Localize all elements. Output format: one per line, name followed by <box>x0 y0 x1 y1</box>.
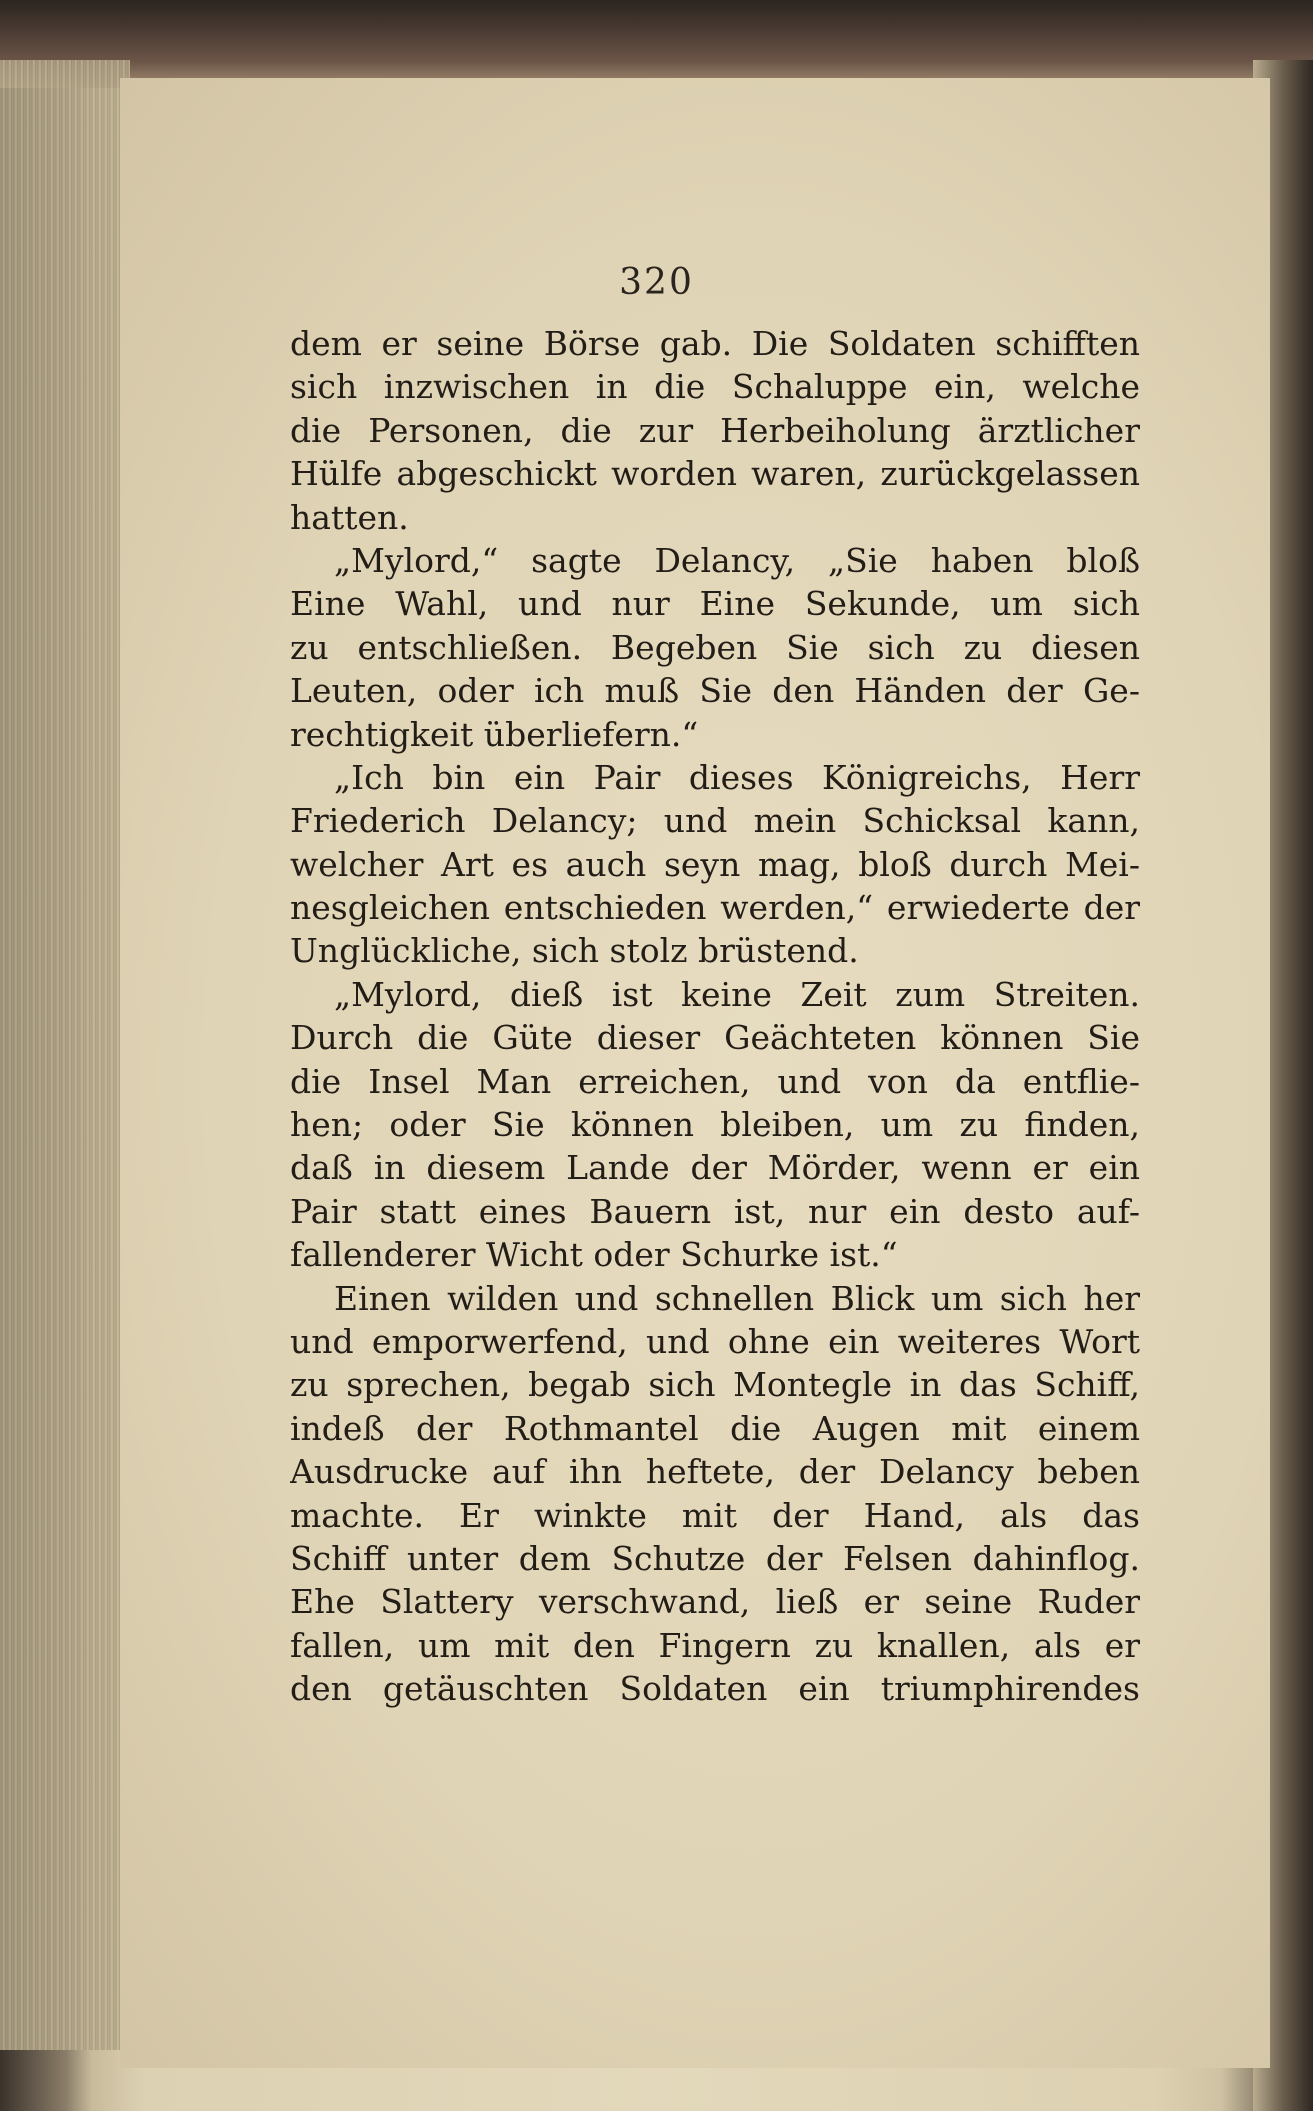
book-binding <box>0 0 1313 88</box>
text-line: Ausdrucke auf ihn heftete, der Delancy beben <box>290 1452 1140 1492</box>
text-line: hatten. <box>290 497 409 537</box>
text-line: „Mylord, dieß ist keine Zeit zum Streiten. <box>334 974 1140 1014</box>
text-line: „Ich bin ein Pair dieses Königreichs, Herr <box>334 757 1140 797</box>
text-line: zu entschließen. Begeben Sie sich zu diesen <box>290 627 1140 667</box>
text-line: nesgleichen entschieden werden,“ erwiederte der <box>290 888 1140 928</box>
text-line: Pair statt eines Bauern ist, nur ein desto auf- <box>290 1191 1140 1231</box>
text-line: zu sprechen, begab sich Montegle in das Schiff, <box>290 1365 1140 1405</box>
text-line: den getäuschten Soldaten ein triumphirendes <box>290 1669 1140 1709</box>
text-line: Schiff unter dem Schutze der Felsen dahinflog. <box>290 1538 1140 1578</box>
text-line: Unglückliche, sich stolz brüstend. <box>290 931 859 971</box>
text-line: Einen wilden und schnellen Blick um sich her <box>334 1278 1140 1318</box>
text-line: Leuten, oder ich muß Sie den Händen der Ge- <box>290 671 1140 711</box>
text-line: und emporwerfend, und ohne ein weiteres Wort <box>290 1321 1140 1361</box>
text-line: fallen, um mit den Fingern zu knallen, als er <box>290 1625 1140 1665</box>
page-number: 320 <box>619 262 694 303</box>
page-edges <box>0 60 130 2050</box>
text-line: die Personen, die zur Herbeiholung ärztlicher <box>290 410 1140 450</box>
text-line: welcher Art es auch seyn mag, bloß durch Mei- <box>290 844 1140 884</box>
text-line: Ehe Slattery verschwand, ließ er seine Ruder <box>290 1582 1140 1622</box>
text-line: rechtigkeit überliefern.“ <box>290 714 699 754</box>
text-line: indeß der Rothmantel die Augen mit einem <box>290 1408 1140 1448</box>
body-text <box>290 322 1140 1711</box>
text-line: daß in diesem Lande der Mörder, wenn er ein <box>290 1148 1140 1188</box>
text-line: hen; oder Sie können bleiben, um zu finden, <box>290 1105 1140 1145</box>
text-line: fallenderer Wicht oder Schurke ist.“ <box>290 1235 898 1275</box>
text-line: Durch die Güte dieser Geächteten können Sie <box>290 1018 1140 1058</box>
text-line: „Mylord,“ sagte Delancy, „Sie haben bloß <box>334 540 1140 580</box>
text-line: die Insel Man erreichen, und von da entflie- <box>290 1061 1140 1101</box>
text-line: sich inzwischen in die Schaluppe ein, welche <box>290 367 1140 407</box>
text-line: dem er seine Börse gab. Die Soldaten schifften <box>290 324 1140 363</box>
text-line: machte. Er winkte mit der Hand, als das <box>290 1495 1140 1535</box>
text-line: Hülfe abgeschickt worden waren, zurückgelassen <box>290 454 1140 494</box>
text-line: Eine Wahl, und nur Eine Sekunde, um sich <box>290 584 1140 624</box>
text-line: Friederich Delancy; und mein Schicksal kann, <box>290 801 1140 841</box>
